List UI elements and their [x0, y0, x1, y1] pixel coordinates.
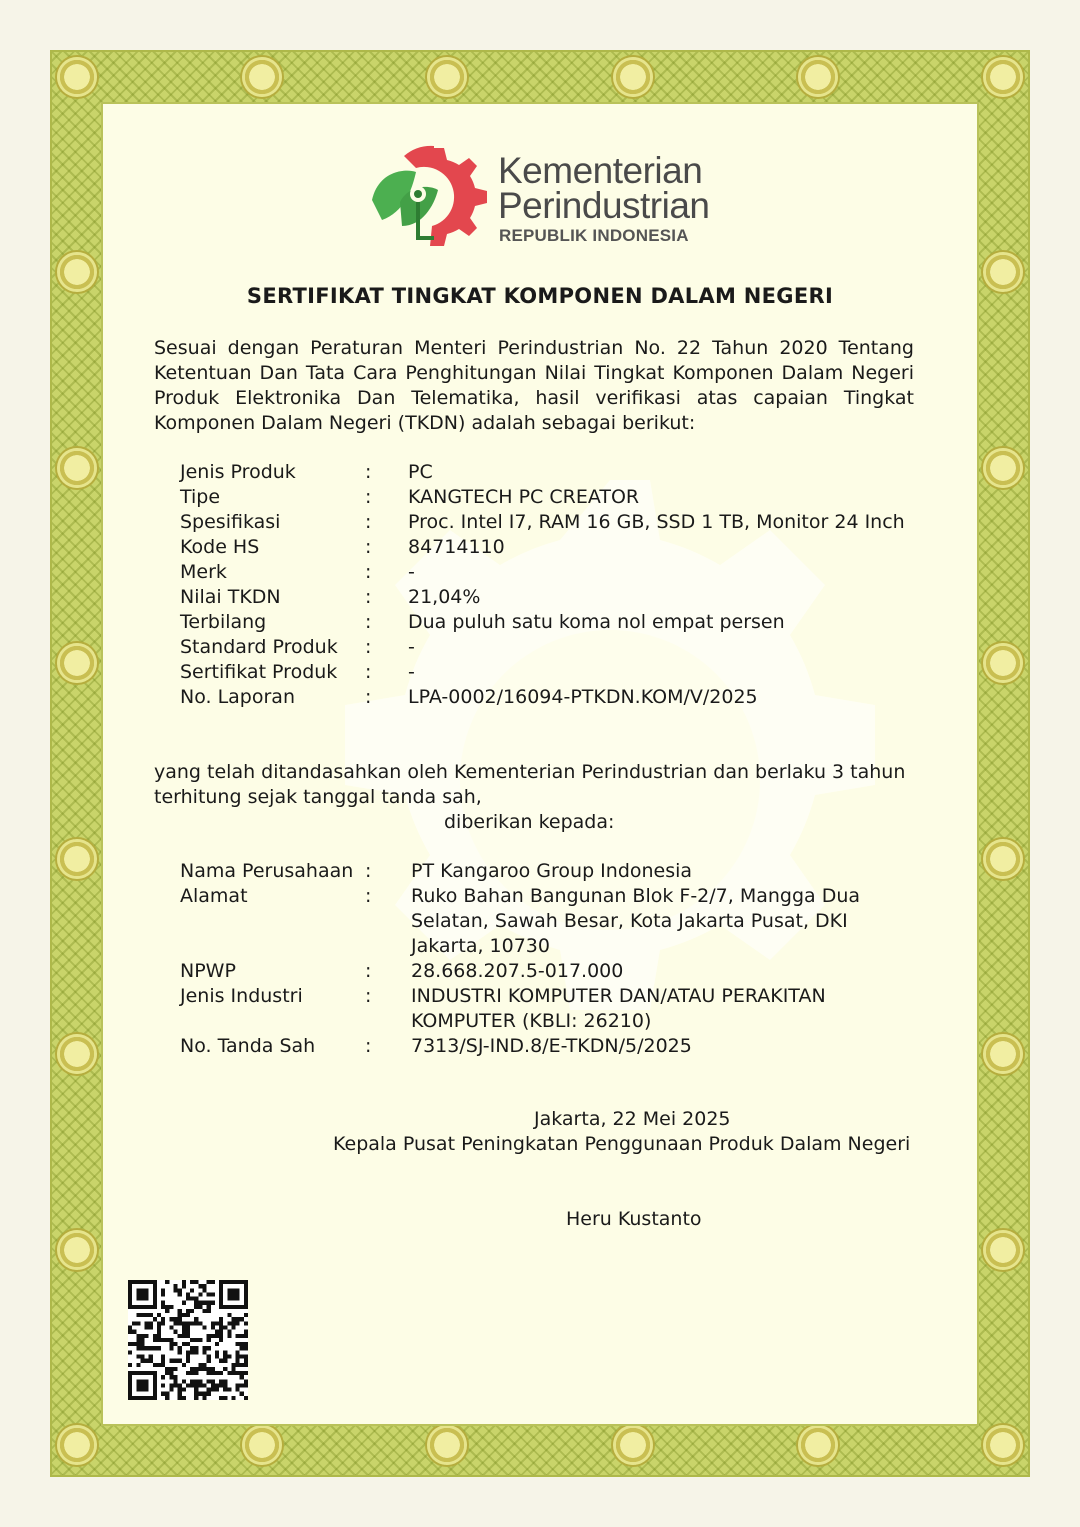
detail-label: No. Laporan — [180, 686, 295, 708]
company-colon: : — [365, 985, 372, 1007]
detail-row-no-laporan — [180, 685, 920, 710]
detail-value: LPA-0002/16094-PTKDN.KOM/V/2025 — [408, 686, 758, 708]
detail-colon: : — [365, 586, 372, 608]
detail-label: Merk — [180, 561, 227, 583]
detail-colon: : — [365, 561, 372, 583]
detail-value: - — [408, 636, 415, 658]
garuda-seal-icon — [613, 1425, 653, 1465]
garuda-seal-icon — [983, 1230, 1023, 1270]
garuda-seal-icon — [57, 1425, 97, 1465]
detail-label: Tipe — [180, 486, 221, 508]
company-value: 7313/SJ-IND.8/E-TKDN/5/2025 — [411, 1035, 692, 1057]
detail-row-jenis-produk — [180, 460, 920, 485]
company-value: 28.668.207.5-017.000 — [411, 960, 624, 982]
detail-label: Jenis Produk — [180, 461, 296, 483]
garuda-seal-icon — [57, 57, 97, 97]
detail-label: Nilai TKDN — [180, 586, 281, 608]
garuda-seal-icon — [57, 643, 97, 683]
detail-row-standard-produk — [180, 635, 920, 660]
company-colon: : — [365, 1035, 372, 1057]
product-details — [180, 460, 920, 710]
company-colon: : — [365, 885, 372, 907]
detail-row-sertifikat-produk — [180, 660, 920, 685]
garuda-seal-icon — [983, 57, 1023, 97]
detail-label: Terbilang — [180, 611, 267, 633]
detail-value: KANGTECH PC CREATOR — [408, 486, 640, 508]
detail-colon: : — [365, 636, 372, 658]
detail-colon: : — [365, 461, 372, 483]
garuda-seal-icon — [798, 1425, 838, 1465]
garuda-seal-icon — [983, 643, 1023, 683]
logo-line-1: Kementerian — [498, 150, 703, 191]
detail-row-nilai-tkdn — [180, 585, 920, 610]
company-value: PT Kangaroo Group Indonesia — [411, 860, 693, 882]
given-to-label: diberikan kepada: — [444, 811, 615, 833]
detail-colon: : — [365, 611, 372, 633]
garuda-seal-icon — [57, 1034, 97, 1074]
signature-place-date: Jakarta, 22 Mei 2025 — [534, 1108, 731, 1130]
detail-label: Spesifikasi — [180, 511, 281, 533]
detail-value: Dua puluh satu koma nol empat persen — [408, 611, 785, 633]
garuda-seal-icon — [983, 1034, 1023, 1074]
company-details — [180, 859, 920, 1059]
garuda-seal-icon — [983, 1425, 1023, 1465]
garuda-seal-icon — [983, 839, 1023, 879]
detail-label: Kode HS — [180, 536, 260, 558]
garuda-seal-icon — [57, 839, 97, 879]
signature-position: Kepala Pusat Peningkatan Penggunaan Produk Dalam Negeri — [333, 1133, 911, 1155]
detail-row-terbilang — [180, 610, 920, 635]
validity-paragraph: yang telah ditandasahkan oleh Kementerian Perindustrian dan berlaku 3 tahun terhitung sejak tanggal tanda sah, — [154, 761, 906, 808]
logo-line-2: Perindustrian — [498, 185, 710, 226]
detail-label: Standard Produk — [180, 636, 338, 658]
detail-row-tipe — [180, 485, 920, 510]
garuda-seal-icon — [983, 448, 1023, 488]
signature-name: Heru Kustanto — [566, 1208, 702, 1230]
detail-value: - — [408, 561, 415, 583]
detail-row-spesifikasi — [180, 510, 920, 535]
detail-value: 21,04% — [408, 586, 481, 608]
garuda-seal-icon — [798, 57, 838, 97]
intro-paragraph: Sesuai dengan Peraturan Menteri Perindustrian No. 22 Tahun 2020 Tentang Ketentuan Dan Tata Cara Penghitungan Nilai Tingkat Komponen Dalam Negeri Produk Elektronika Dan Telematika, hasil verifikasi atas capaian Tingkat Komponen Dalam Negeri (TKDN) adalah sebagai berikut: — [154, 337, 914, 434]
company-label: Nama Perusahaan — [180, 860, 354, 882]
company-colon: : — [365, 960, 372, 982]
company-label: No. Tanda Sah — [180, 1035, 316, 1057]
company-row-alamat — [180, 884, 920, 959]
garuda-seal-icon — [242, 57, 282, 97]
ministry-logo — [364, 142, 710, 254]
company-label: Jenis Industri — [180, 985, 303, 1007]
detail-value: 84714110 — [408, 536, 505, 558]
detail-row-merk — [180, 560, 920, 585]
garuda-seal-icon — [613, 57, 653, 97]
detail-value: PC — [408, 461, 433, 483]
company-label: Alamat — [180, 885, 248, 907]
certificate-title: SERTIFIKAT TINGKAT KOMPONEN DALAM NEGERI — [246, 284, 834, 308]
qr-code-icon — [128, 1280, 248, 1400]
detail-row-kode-hs — [180, 535, 920, 560]
detail-colon: : — [365, 686, 372, 708]
company-colon: : — [365, 860, 372, 882]
detail-colon: : — [365, 486, 372, 508]
detail-value: - — [408, 661, 415, 683]
garuda-seal-icon — [242, 1425, 282, 1465]
logo-line-3: REPUBLIK INDONESIA — [499, 226, 689, 245]
detail-value: Proc. Intel I7, RAM 16 GB, SSD 1 TB, Monitor 24 Inch — [408, 511, 905, 533]
detail-label: Sertifikat Produk — [180, 661, 338, 683]
ministry-gear-leaf-icon — [364, 142, 494, 254]
detail-colon: : — [365, 536, 372, 558]
garuda-seal-icon — [57, 1230, 97, 1270]
company-row-nama — [180, 859, 920, 884]
company-row-jenis-industri — [180, 984, 920, 1034]
garuda-seal-icon — [57, 448, 97, 488]
company-value: INDUSTRI KOMPUTER DAN/ATAU PERAKITAN KOMPUTER (KBLI: 26210) — [411, 985, 826, 1032]
company-row-tanda-sah — [180, 1034, 920, 1059]
company-label: NPWP — [180, 960, 236, 982]
detail-colon: : — [365, 511, 372, 533]
company-row-npwp — [180, 959, 920, 984]
detail-colon: : — [365, 661, 372, 683]
company-value: Ruko Bahan Bangunan Blok F-2/7, Mangga Dua Selatan, Sawah Besar, Kota Jakarta Pusat, DKI Jakarta, 10730 — [411, 885, 861, 957]
